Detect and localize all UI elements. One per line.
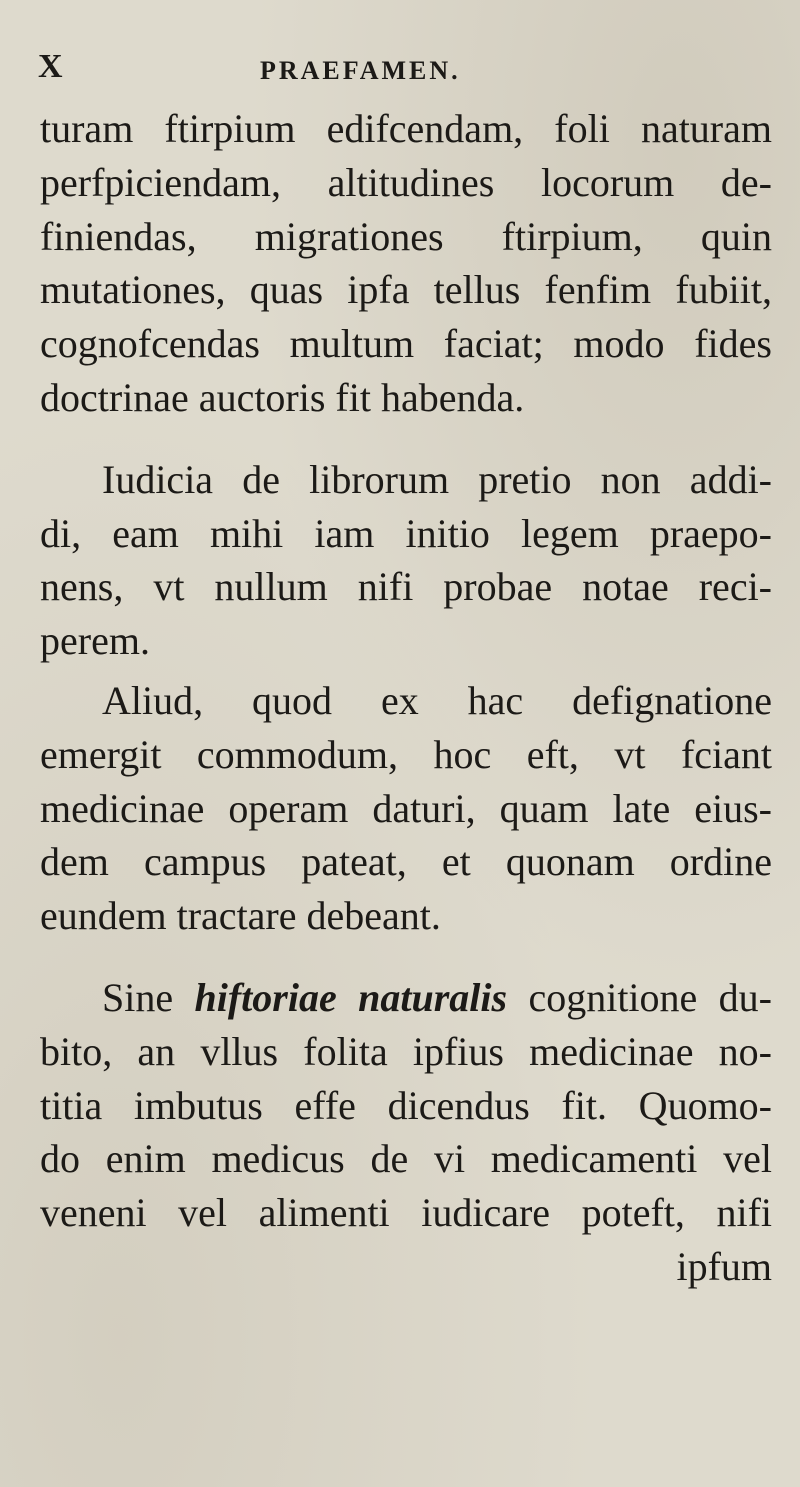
text-line: cognofcendas multum faciat; modo fides <box>40 321 772 367</box>
text-line <box>40 971 772 1025</box>
text-line: doctrinae auctoris fit habenda. <box>40 374 525 420</box>
paragraph-sine <box>40 971 772 1240</box>
text-line: di, eam mihi iam initio legem praepo- <box>40 510 772 556</box>
page-number: X <box>38 48 64 85</box>
text-line: eundem tractare debeant. <box>40 893 441 939</box>
text-line: perem. <box>40 618 150 664</box>
catchword: ipfum <box>676 1243 772 1289</box>
paragraph-iudicia <box>40 453 772 668</box>
text-fragment: cognitione du- <box>507 974 772 1020</box>
running-head <box>38 48 760 88</box>
running-title: PRAEFAMEN. <box>260 56 461 85</box>
text-line: Iudicia de librorum pretio non addi- <box>102 456 772 502</box>
text-line: do enim medicus de vi medicamenti vel <box>40 1136 772 1182</box>
text-line: finiendas, migrationes ftirpium, quin <box>40 213 772 259</box>
paragraph-aliud <box>40 674 772 943</box>
body-text <box>40 102 772 1294</box>
paragraph-continuation <box>40 102 772 425</box>
text-line: Aliud, quod ex hac defignatione <box>102 677 772 723</box>
text-line: bito, an vllus folita ipfius medicinae no- <box>40 1028 772 1074</box>
text-line: medicinae operam daturi, quam late eius- <box>40 785 772 831</box>
text-line: mutationes, quas ipfa tellus fenfim fubiit, <box>40 267 772 313</box>
text-fragment: Sine <box>102 974 195 1020</box>
text-line: titia imbutus effe dicendus fit. Quomo- <box>40 1082 772 1128</box>
text-line: veneni vel alimenti iudicare poteft, nifi <box>40 1190 772 1236</box>
italic-term: hiftoriae naturalis <box>194 974 508 1020</box>
text-line: emergit commodum, hoc eft, vt fciant <box>40 731 772 777</box>
text-line: turam ftirpium edifcendam, foli naturam <box>40 106 772 151</box>
text-line: nens, vt nullum nifi probae notae reci- <box>40 564 772 610</box>
text-line: dem campus pateat, et quonam ordine <box>40 839 772 885</box>
text-line: perfpiciendam, altitudines locorum de- <box>40 159 772 205</box>
